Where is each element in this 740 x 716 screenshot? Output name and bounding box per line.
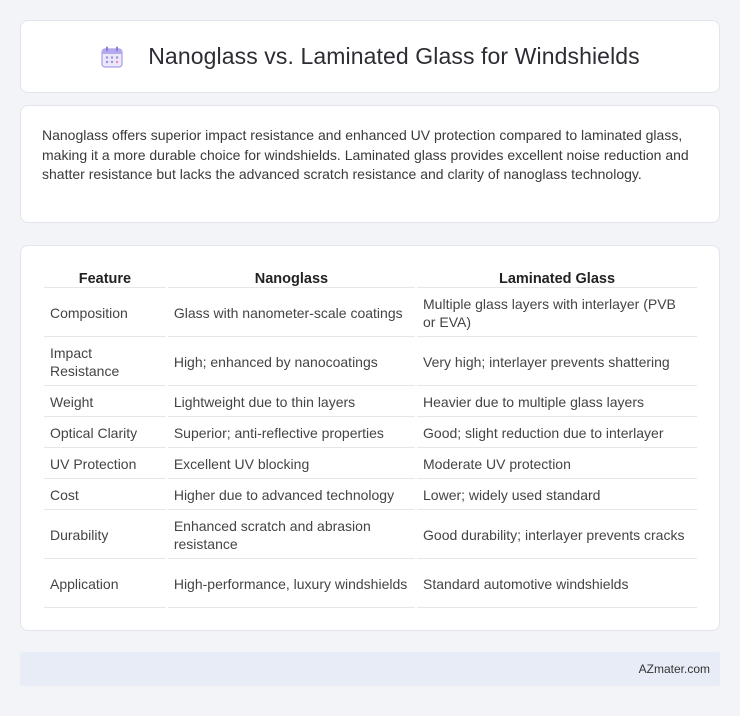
footer-bar xyxy=(20,652,720,686)
column-header-nanoglass: Nanoglass xyxy=(168,266,415,288)
table-row xyxy=(44,450,697,479)
cell-nanoglass: Enhanced scratch and abrasion resistance xyxy=(168,512,415,559)
table-row xyxy=(44,290,697,337)
cell-feature: Composition xyxy=(44,290,166,337)
comparison-table-card xyxy=(20,245,720,631)
cell-nanoglass: High; enhanced by nanocoatings xyxy=(168,339,415,386)
table-row xyxy=(44,561,697,608)
table-row xyxy=(44,419,697,448)
cell-nanoglass: Superior; anti-reflective properties xyxy=(168,419,415,448)
table-row xyxy=(44,512,697,559)
cell-laminated: Lower; widely used standard xyxy=(417,481,697,510)
cell-feature: Cost xyxy=(44,481,166,510)
comparison-table xyxy=(42,264,699,610)
cell-laminated: Good; slight reduction due to interlayer xyxy=(417,419,697,448)
cell-laminated: Standard automotive windshields xyxy=(417,561,697,608)
cell-laminated: Very high; interlayer prevents shattering xyxy=(417,339,697,386)
cell-nanoglass: Glass with nanometer-scale coatings xyxy=(168,290,415,337)
cell-feature: Durability xyxy=(44,512,166,559)
cell-laminated: Good durability; interlayer prevents cracks xyxy=(417,512,697,559)
cell-nanoglass: Lightweight due to thin layers xyxy=(168,388,415,417)
calendar-icon xyxy=(100,45,124,69)
cell-laminated: Heavier due to multiple glass layers xyxy=(417,388,697,417)
cell-nanoglass: Excellent UV blocking xyxy=(168,450,415,479)
cell-feature: Optical Clarity xyxy=(44,419,166,448)
title-card xyxy=(20,20,720,93)
table-row xyxy=(44,481,697,510)
table-row xyxy=(44,339,697,386)
footer-brand: AZmater.com xyxy=(638,662,710,676)
cell-nanoglass: High-performance, luxury windshields xyxy=(168,561,415,608)
summary-text: Nanoglass offers superior impact resistance and enhanced UV protection compared to laminated glass, making it a more durable choice for windshields. Laminated glass provides excellent noise reduction and shatter resistance but lacks the advanced scratch resistance and clarity of nanoglass technology. xyxy=(42,127,689,182)
column-header-feature: Feature xyxy=(44,266,166,288)
page-title: Nanoglass vs. Laminated Glass for Windshields xyxy=(148,43,640,69)
cell-nanoglass: Higher due to advanced technology xyxy=(168,481,415,510)
summary-card xyxy=(20,105,720,223)
cell-feature: Weight xyxy=(44,388,166,417)
cell-feature: Application xyxy=(44,561,166,608)
cell-feature: UV Protection xyxy=(44,450,166,479)
cell-feature: Impact Resistance xyxy=(44,339,166,386)
cell-laminated: Multiple glass layers with interlayer (PVB or EVA) xyxy=(417,290,697,337)
table-row xyxy=(44,388,697,417)
column-header-laminated-glass: Laminated Glass xyxy=(417,266,697,288)
cell-laminated: Moderate UV protection xyxy=(417,450,697,479)
